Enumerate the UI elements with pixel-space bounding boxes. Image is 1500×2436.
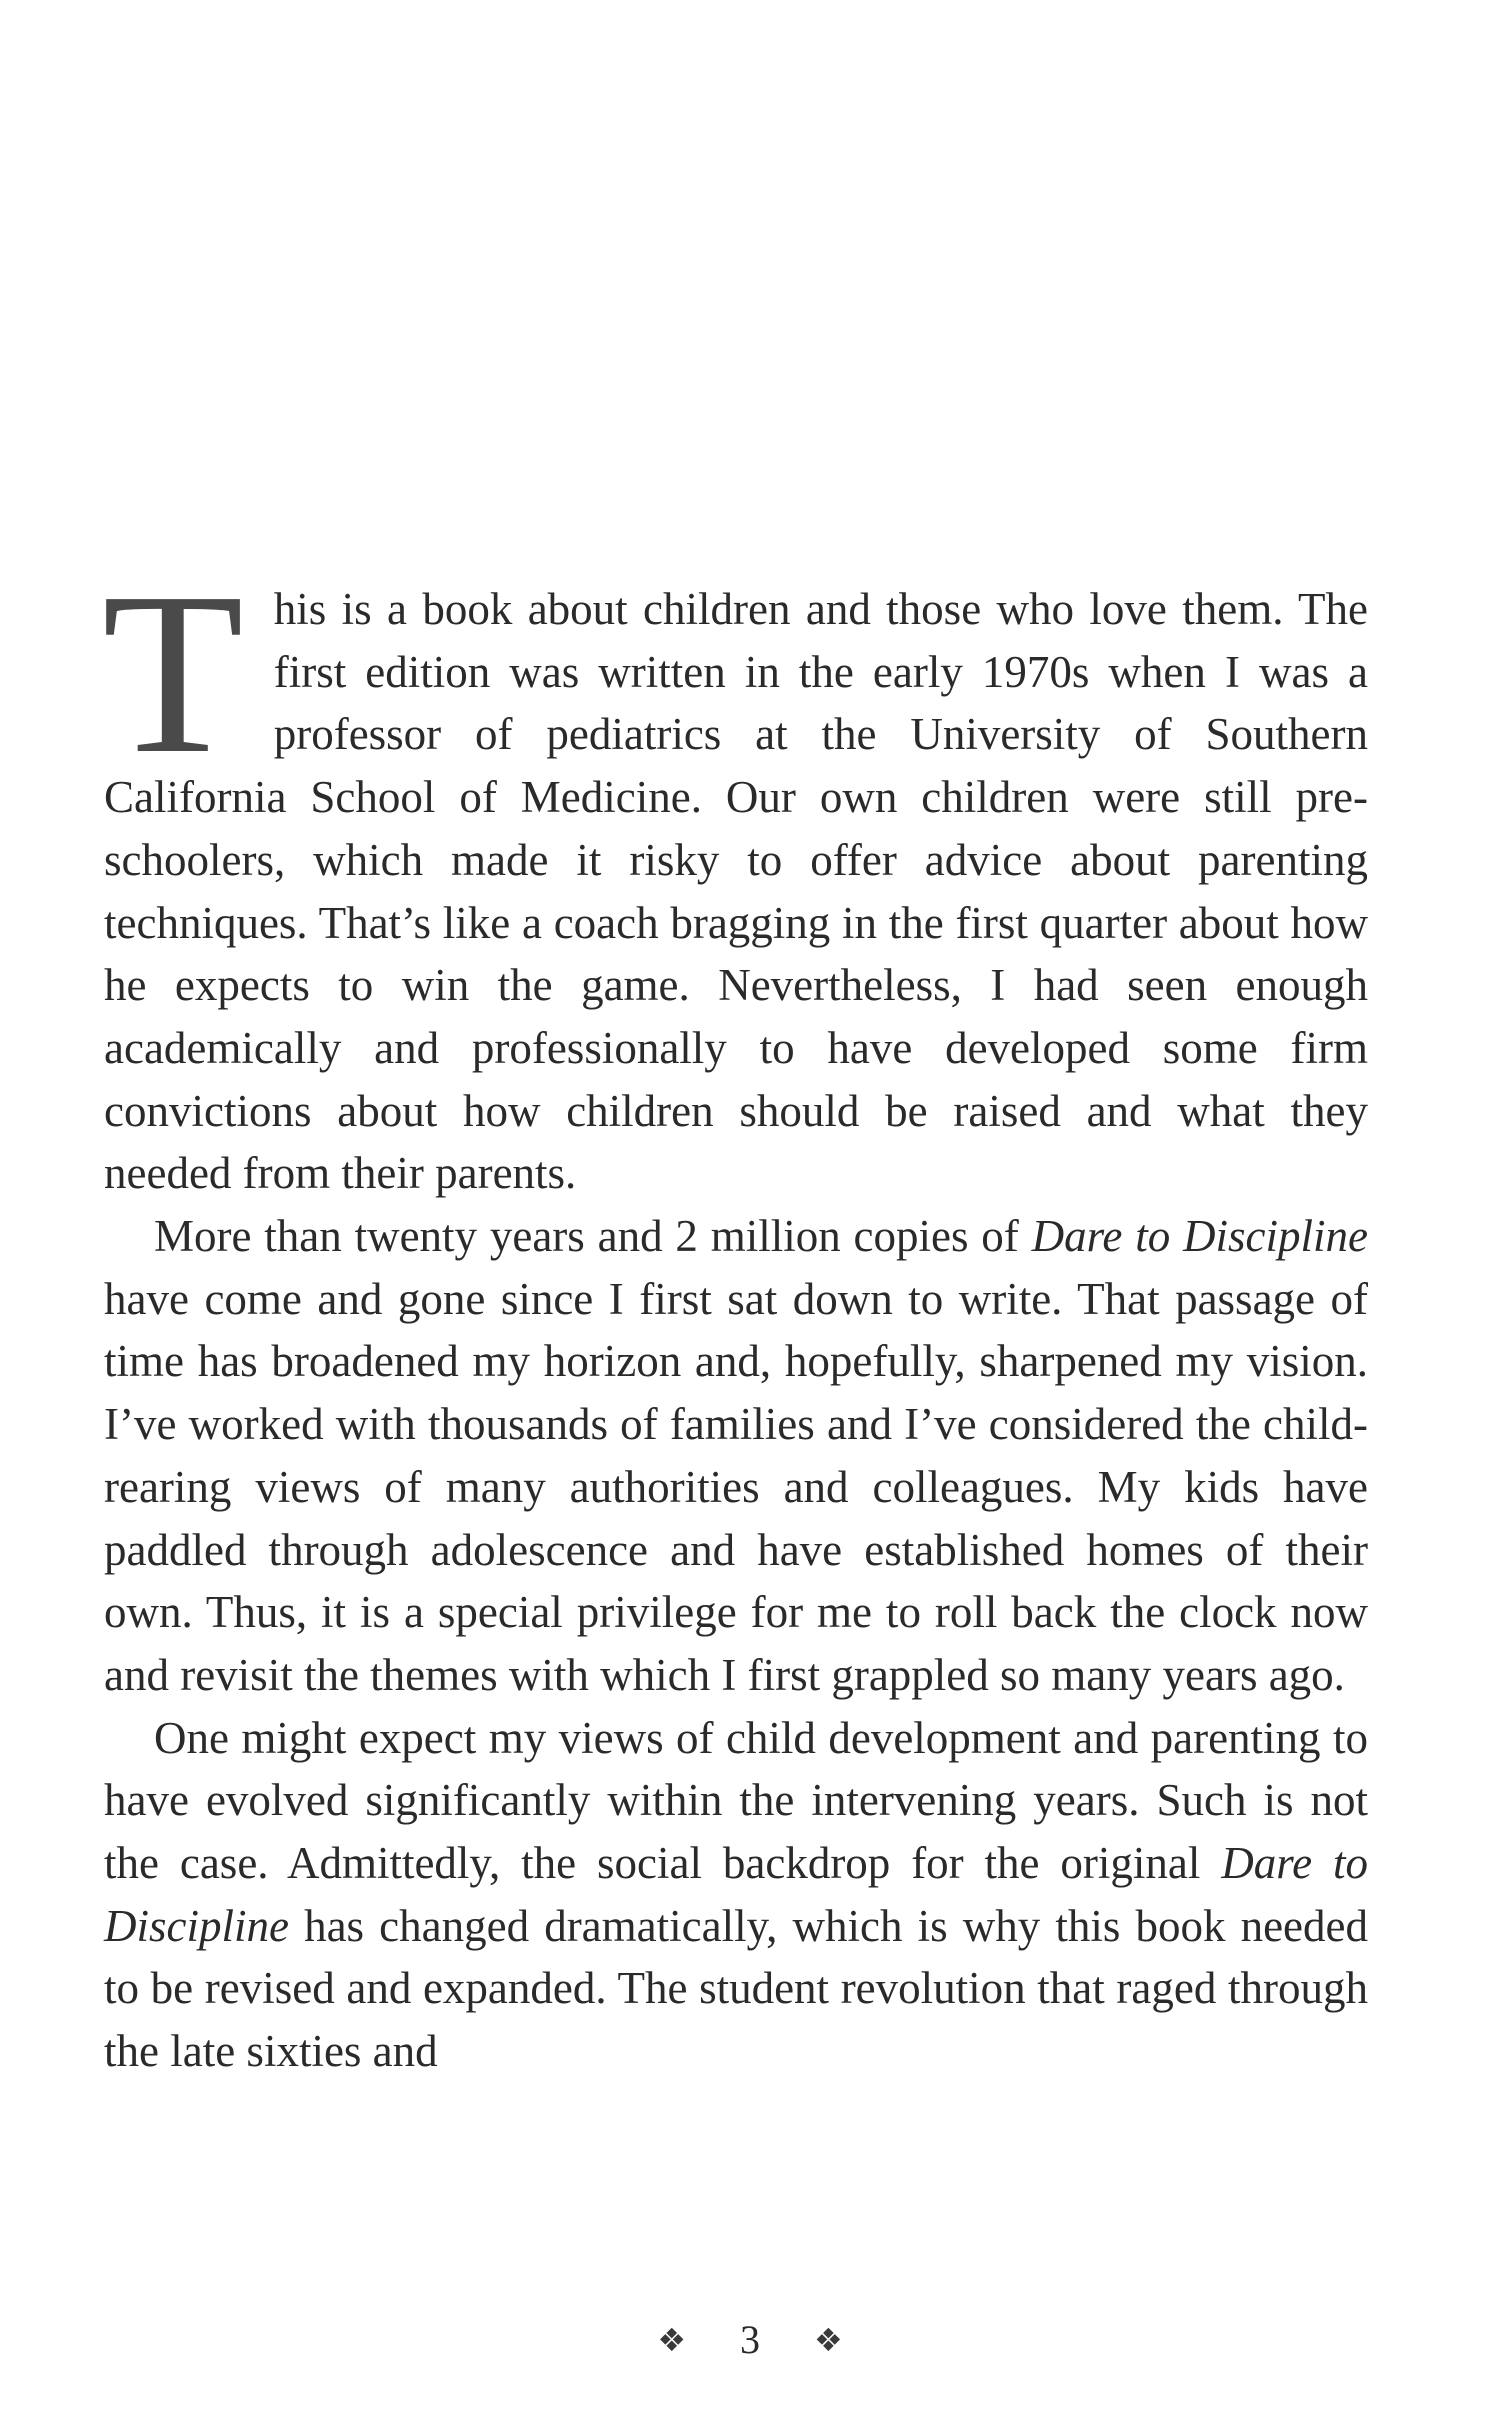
paragraph-2-text-a: More than twenty years and 2 million copies of [154,1211,1032,1262]
book-title: Dare to Discipline [1031,1211,1368,1262]
ornament-right-icon: ❖ [814,2320,843,2359]
paragraph-1-text: his is a book about children and those who love them. The first edition was written in the early 1970s when I was a professor of pediatrics at the University of Southern California School of Medicine. Our own children were still pre-schoolers, which made it risky to offer advice about parenting techniques. That’s like a coach bragging in the first quarter about how he expects to win the game. Nevertheless, I had seen enough academically and professionally to have developed some firm convictions about how children should be raised and what they needed from their parents. [104,584,1368,1199]
ornament-left-icon: ❖ [657,2320,686,2359]
paragraph-3-text-b: has changed dramatically, which is why this book needed to be revised and expanded. The student revolution that raged through the late sixties and [104,1900,1368,2077]
page-body [102,545,1368,2083]
opening-paragraph-block [102,545,1368,1205]
paragraph-1 [102,545,1368,1205]
paragraph-3 [104,1707,1368,2083]
drop-cap: T [102,545,244,802]
paragraph-2-text-b: have come and gone since I first sat down to write. That passage of time has broadened my horizon and, hopefully, sharpened my vision. I’ve worked with thousands of families and I’ve considered the child-rearing views of many authorities and colleagues. My kids have paddled through adolescence and have established homes of their own. Thus, it is a special privilege for me to roll back the clock now and revisit the themes with which I first grappled so many years ago. [104,1273,1368,1700]
page-footer [0,2312,1500,2363]
page-number: 3 [740,2317,760,2363]
paragraph-3-text-a: One might expect my views of child development and parenting to have evolved significantly within the intervening years. Such is not the case. Admittedly, the social backdrop for the original [104,1712,1368,1889]
paragraph-2 [104,1205,1368,1707]
book-title: Dare to Discipline [104,1838,1368,1951]
